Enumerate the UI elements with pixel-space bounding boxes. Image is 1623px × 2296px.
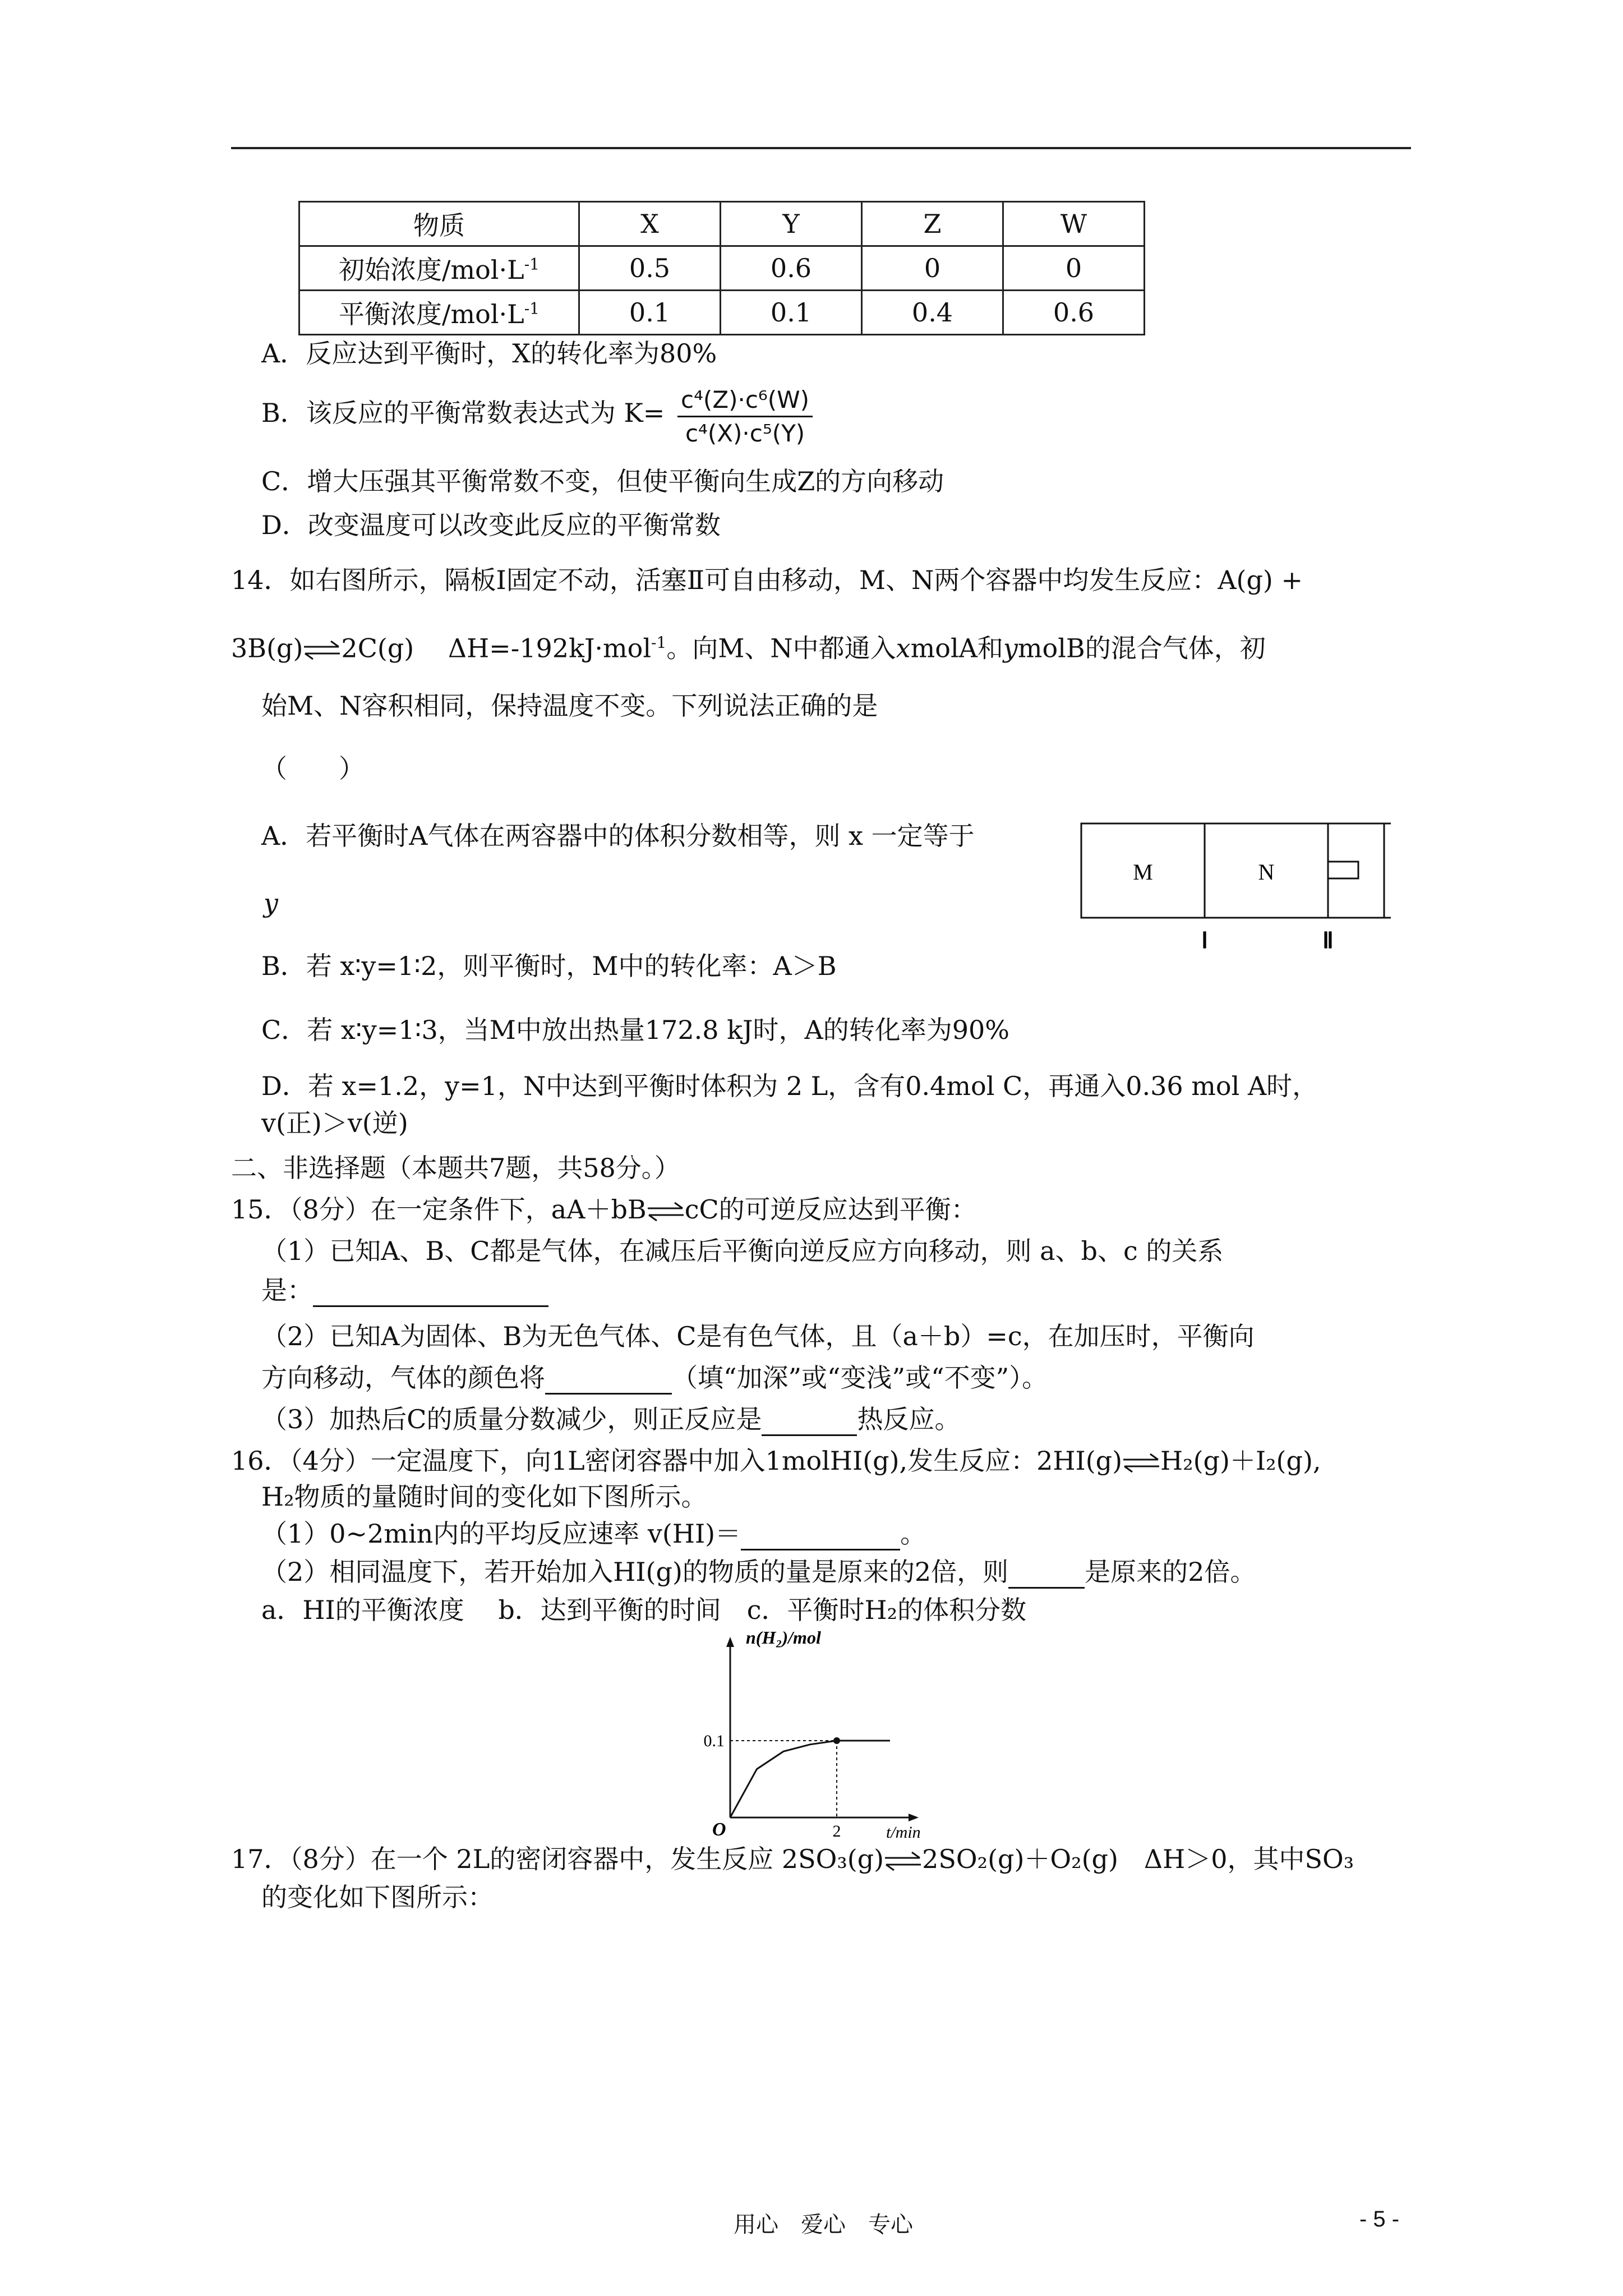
q15-stem: 15．（8分）在一定条件下，aA＋bB cC的可逆反应达到平衡： (231, 1194, 977, 1225)
answer-blank[interactable] (545, 1370, 672, 1395)
fraction-denominator: c⁴(X)·c⁵(Y) (685, 420, 805, 447)
y-axis-label: n(H₂)/mol (746, 1627, 821, 1648)
q17-stem-line2: 的变化如下图所示： (261, 1882, 494, 1912)
q16-part1: （1）0~2min内的平均反应速率 v(HI)＝ 。 (261, 1517, 926, 1550)
table-cell: 0 (1003, 246, 1145, 291)
q15-part2: （2）已知A为固体、B为无色气体、C是有色气体，且（a＋b）=c，在加压时，平衡向 (261, 1321, 1255, 1351)
table-row (299, 246, 1145, 291)
h2-amount-chart (695, 1627, 942, 1840)
q16-stem-line1: 16．（4分）一定温度下，向1L密闭容器中加入1molHI(g),发生反应：2HI(g) H₂(g)＋I₂(g), (231, 1446, 1321, 1476)
concentration-table (298, 201, 1145, 335)
q14-stem-line2: 3B(g) 2C(g) ΔH=-192kJ·mol$^{-1}$。向M、N中都通入xmolA和ymolB的混合气体，初 (231, 633, 1266, 664)
q15-part1: （1）已知A、B、C都是气体，在减压后平衡向逆反应方向移动，则 a、b、c 的关系 (261, 1236, 1224, 1266)
equilibrium-arrow-icon (647, 1200, 685, 1223)
table-header-cell: W (1003, 202, 1145, 246)
q16-part2: （2）相同温度下，若开始加入HI(g)的物质的量是原来的2倍，则 是原来的2倍。 (261, 1555, 1256, 1589)
table-cell: 0.1 (721, 291, 862, 335)
q14-option-a-cont: y (264, 888, 278, 918)
y-tick-label: 0.1 (703, 1732, 725, 1750)
section-heading: 二、非选择题（本题共7题，共58分。） (231, 1153, 680, 1183)
label-m: M (1133, 859, 1153, 885)
q14-option-a: A．若平衡时A气体在两容器中的体积分数相等，则 x 一定等于 (261, 821, 975, 851)
table-cell: 0.6 (1003, 291, 1145, 335)
answer-paren: （ ） (261, 753, 365, 784)
q14-stem-line3: 始M、N容积相同，保持温度不变。下列说法正确的是 (261, 691, 878, 721)
label-i: Ⅰ (1201, 928, 1208, 953)
table-header-cell: X (579, 202, 721, 246)
q16-stem-line2: H₂物质的量随时间的变化如下图所示。 (261, 1481, 707, 1512)
q14-stem-line1: 14．如右图所示，隔板Ⅰ固定不动，活塞Ⅱ可自由移动，M、N两个容器中均发生反应：A(g) + (231, 565, 1303, 595)
equilibrium-point (833, 1737, 840, 1744)
answer-blank[interactable] (741, 1526, 900, 1550)
row-label: 初始浓度$/mol\cdot L^{-1}$ (299, 246, 579, 291)
q16-options: a．HI的平衡浓度 b．达到平衡的时间 c．平衡时H₂的体积分数 (261, 1595, 1027, 1625)
fraction-numerator: c⁴(Z)·c⁶(W) (677, 386, 813, 417)
label-n: N (1258, 859, 1275, 885)
x-axis-label: t/min (886, 1823, 921, 1840)
table-cell: 0 (862, 246, 1003, 291)
answer-blank[interactable] (762, 1412, 857, 1436)
q14-option-d: D．若 x=1.2，y=1，N中达到平衡时体积为 2 L，含有0.4mol C，再通入0.36 mol A时， (261, 1071, 1318, 1101)
q15-part3: （3）加热后C的质量分数减少，则正反应是 热反应。 (261, 1402, 960, 1436)
table-cell: 0.5 (579, 246, 721, 291)
row-label: 平衡浓度$/mol\cdot L^{-1}$ (299, 291, 579, 335)
table-header-row (299, 202, 1145, 246)
table-header-cell: Z (862, 202, 1003, 246)
table-row (299, 291, 1145, 335)
table-header-cell: Y (721, 202, 862, 246)
h2-series-line (730, 1741, 890, 1818)
q13-option-b-prefix: B．该反应的平衡常数表达式为 K= (261, 398, 665, 428)
table-header-cell: 物质 (299, 202, 579, 246)
x-tick-label: 2 (832, 1822, 841, 1840)
table-cell: 0.6 (721, 246, 862, 291)
footer-motto: 用心 爱心 专心 (734, 2212, 913, 2238)
q14-option-c: C．若 x∶y=1∶3，当M中放出热量172.8 kJ时，A的转化率为90% (261, 1015, 1009, 1045)
q15-part2-cont: 方向移动，气体的颜色将 （填“加深”或“变浅”或“不变”）。 (261, 1361, 1048, 1395)
answer-blank[interactable] (313, 1283, 548, 1307)
q15-part1-cont: 是： (261, 1273, 548, 1307)
header-rule (231, 147, 1411, 149)
equilibrium-arrow-icon (884, 1850, 922, 1872)
page-number: - 5 - (1359, 2207, 1400, 2231)
table-cell: 0.4 (862, 291, 1003, 335)
y-axis-arrow-icon (726, 1637, 734, 1647)
q14-option-b: B．若 x∶y=1∶2，则平衡时，M中的转化率：A＞B (261, 951, 837, 981)
equilibrium-constant-fraction (677, 386, 813, 447)
piston-handle (1328, 862, 1358, 878)
equilibrium-arrow-icon (303, 639, 341, 661)
equilibrium-arrow-icon (1122, 1452, 1160, 1474)
q13-option-d: D．改变温度可以改变此反应的平衡常数 (261, 510, 721, 540)
answer-blank[interactable] (1008, 1565, 1085, 1589)
container-diagram (1077, 819, 1391, 959)
q17-stem-line1: 17．（8分）在一个 2L的密闭容器中，发生反应 2SO₃(g) 2SO₂(g)＋O₂(g) ΔH＞0，其中SO₃ (231, 1844, 1354, 1874)
q14-option-d-cont: v(正)＞v(逆) (261, 1108, 408, 1138)
container-outline (1081, 823, 1384, 918)
x-axis-arrow-icon (909, 1814, 919, 1821)
q13-option-a: A．反应达到平衡时，X的转化率为80% (261, 338, 717, 369)
origin-label: O (712, 1819, 726, 1840)
label-ii: Ⅱ (1322, 928, 1334, 953)
q13-option-c: C．增大压强其平衡常数不变，但使平衡向生成Z的方向移动 (261, 466, 944, 496)
table-cell: 0.1 (579, 291, 721, 335)
